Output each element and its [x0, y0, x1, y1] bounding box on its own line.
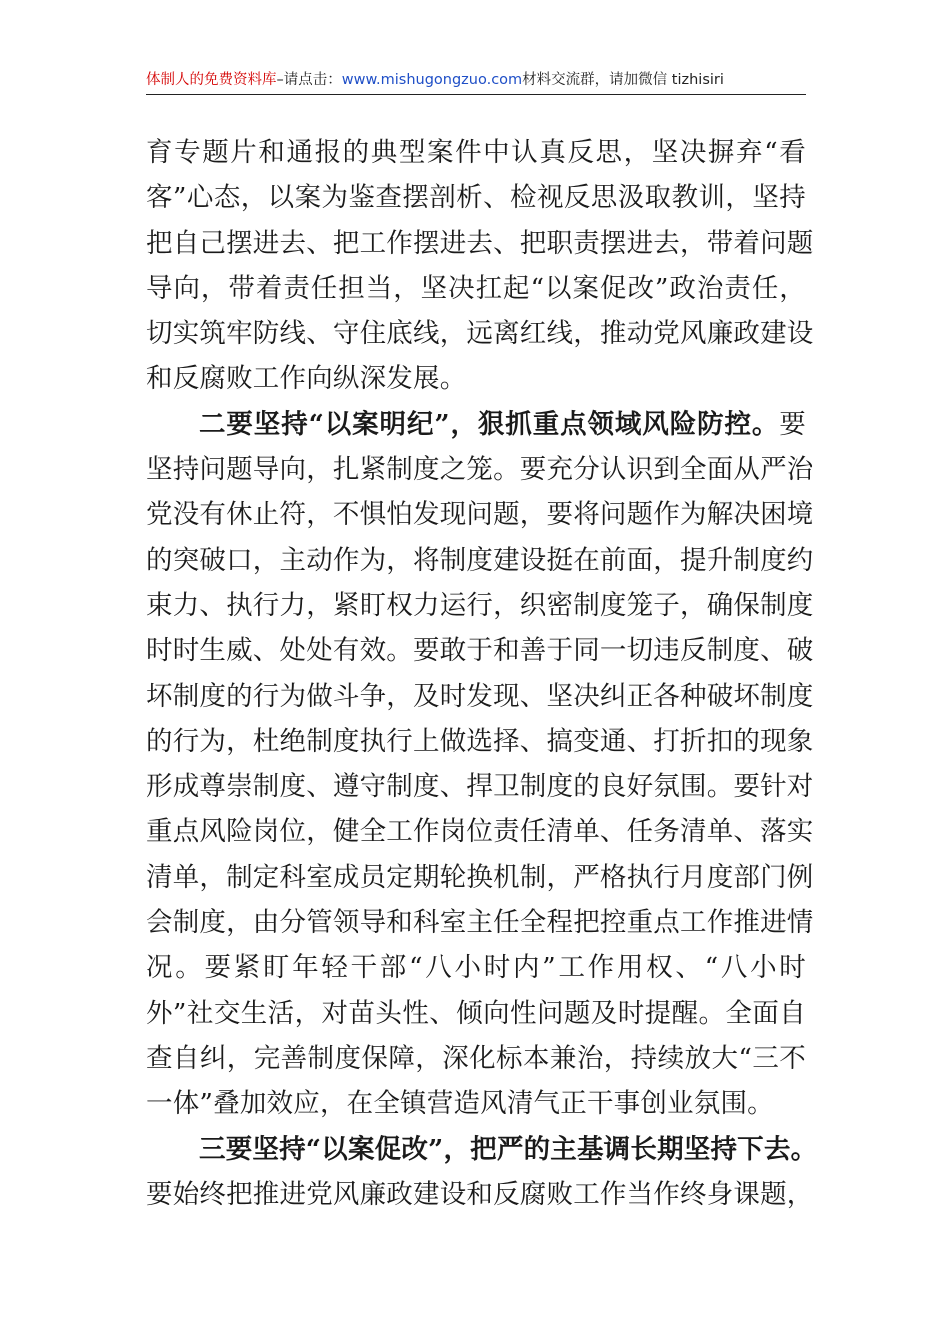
p2-line: 外”社交生活，对苗头性、倾向性问题及时提醒。全面自	[146, 997, 806, 1029]
p2-line: 的突破口，主动作为，将制度建设挺在前面，提升制度约	[146, 544, 814, 576]
header-prompt: –请点击：	[276, 72, 342, 88]
p2-line: 坚持问题导向，扎紧制度之笼。要充分认识到全面从严治	[146, 454, 814, 486]
p2-line: 束力、执行力，紧盯权力运行，织密制度笼子，确保制度	[146, 589, 814, 621]
p2-line: 清单，制定科室成员定期轮换机制，严格执行月度部门例	[146, 861, 814, 893]
page-header	[146, 68, 806, 95]
p2-line: 查自纠，完善制度保障，深化标本兼治，持续放大“三不	[146, 1042, 806, 1074]
p1-line: 客”心态，以案为鉴查摆剖析、检视反思汲取教训，坚持	[146, 182, 806, 214]
p3-line: 要始终把推进党风廉政建设和反腐败工作当作终身课题，	[146, 1178, 814, 1210]
p1-line: 把自己摆进去、把工作摆进去、把职责摆进去，带着问题	[146, 227, 814, 259]
p2-line: 坏制度的行为做斗争，及时发现、坚决纠正各种破坏制度	[146, 680, 814, 712]
p1-line: 和反腐败工作向纵深发展。	[146, 363, 467, 395]
p2-line: 重点风险岗位，健全工作岗位责任清单、任务清单、落实	[146, 816, 814, 848]
header-url-link[interactable]: www.mishugongzuo.com	[341, 72, 523, 88]
p2-line: 时时生威、处处有效。要敢于和善于同一切违反制度、破	[146, 635, 814, 667]
p2-line: 会制度，由分管领导和科室主任全程把控重点工作推进情	[146, 907, 814, 939]
p2-line: 形成尊崇制度、遵守制度、捍卫制度的良好氛围。要针对	[146, 771, 814, 803]
p2-heading-tail: 要	[779, 408, 806, 440]
p2-line: 的行为，杜绝制度执行上做选择、搞变通、打折扣的现象	[146, 725, 814, 757]
p3-heading: 三要坚持“以案促改”，把严的主基调长期坚持下去。	[199, 1133, 818, 1165]
p1-line: 切实筑牢防线、守住底线，远离红线，推动党风廉政建设	[146, 318, 814, 350]
p2-heading-line	[146, 402, 806, 447]
p2-line: 一体”叠加效应，在全镇营造风清气正干事创业氛围。	[146, 1088, 774, 1120]
p2-line: 党没有休止符，不惧怕发现问题，要将问题作为解决困境	[146, 499, 814, 531]
header-tail: 材料交流群，请加微信 tizhisiri	[522, 72, 724, 88]
p2-heading: 二要坚持“以案明纪”，狠抓重点领域风险防控。	[199, 408, 780, 440]
p1-line: 导向，带着责任担当，坚决扛起“以案促改”政治责任，	[146, 272, 806, 304]
p1-line: 育专题片和通报的典型案件中认真反思，坚决摒弃“看	[146, 137, 806, 168]
header-brand: 体制人的免费资料库	[146, 72, 277, 88]
document-body	[146, 130, 818, 1217]
p3-heading-line	[146, 1127, 818, 1172]
p2-line: 况。要紧盯年轻干部“八小时内”工作用权、“八小时	[146, 952, 806, 984]
